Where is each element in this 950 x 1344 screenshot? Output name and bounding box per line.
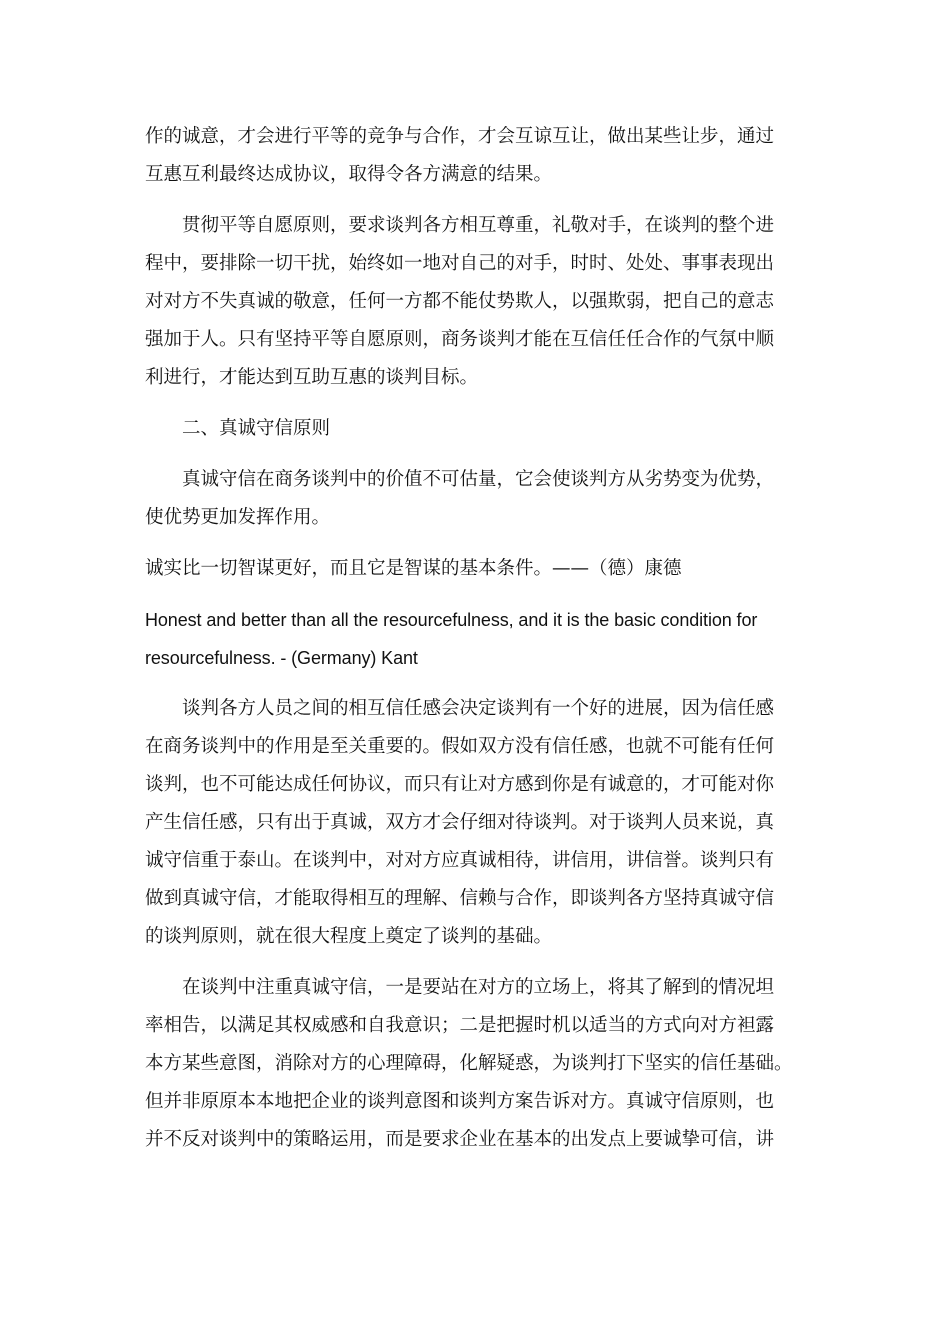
text-line: 贯彻平等自愿原则，要求谈判各方相互尊重，礼敬对手，在谈判的整个进 [182,215,775,236]
text-line: 真诚守信在商务谈判中的价值不可估量，它会使谈判方从劣势变为优势， [182,469,775,490]
text-line: 在谈判中注重真诚守信，一是要站在对方的立场上，将其了解到的情况坦 [182,977,775,998]
text-line: 强加于人。只有坚持平等自愿原则，商务谈判才能在互信任任合作的气氛中顺 [145,329,775,350]
text-line: 使优势更加发挥作用。 [145,507,331,528]
text-line: 程中，要排除一切干扰，始终如一地对自己的对手，时时、处处、事事表现出 [145,253,775,274]
paragraph-4 [145,690,810,956]
paragraph-3 [145,461,810,537]
paragraph-5 [145,969,810,1159]
text-line: 互惠互利最终达成协议，取得令各方满意的结果。 [145,164,553,185]
text-line: 诚守信重于泰山。在谈判中，对对方应真诚相待，讲信用，讲信誉。谈判只有 [145,850,775,871]
text-line: 谈判各方人员之间的相互信任感会决定谈判有一个好的进展，因为信任感 [182,698,775,719]
section-heading: 二、真诚守信原则 [182,418,331,439]
text-line: 利进行，才能达到互助互惠的谈判目标。 [145,367,479,388]
text-line: 在商务谈判中的作用是至关重要的。假如双方没有信任感，也就不可能有任何 [145,736,775,757]
text-line: Honest and better than all the resourcefulness, and it is the basic condition for [145,610,758,630]
text-line: 并不反对谈判中的策略运用，而是要求企业在基本的出发点上要诚挚可信，讲 [145,1129,775,1150]
text-line: 作的诚意，才会进行平等的竞争与合作，才会互谅互让，做出某些让步，通过 [145,126,775,147]
text-line: 但并非原原本本地把企业的谈判意图和谈判方案告诉对方。真诚守信原则，也 [145,1091,775,1112]
document-page [145,118,810,1172]
quote-english [145,601,810,677]
paragraph-2 [145,207,810,397]
text-line: resourcefulness. - (Germany) Kant [145,648,418,668]
text-line: 的谈判原则，就在很大程度上奠定了谈判的基础。 [145,926,553,947]
paragraph-1 [145,118,810,194]
text-line: 做到真诚守信，才能取得相互的理解、信赖与合作，即谈判各方坚持真诚守信 [145,888,775,909]
text-line: 谈判，也不可能达成任何协议，而只有让对方感到你是有诚意的，才可能对你 [145,774,775,795]
text-line: 本方某些意图，消除对方的心理障碍，化解疑惑，为谈判打下坚实的信任基础。 [145,1053,793,1074]
text-line: 率相告，以满足其权威感和自我意识；二是把握时机以适当的方式向对方袒露 [145,1015,775,1036]
text-line: 对对方不失真诚的敬意，任何一方都不能仗势欺人，以强欺弱，把自己的意志 [145,291,775,312]
quote-chinese: 诚实比一切智谋更好，而且它是智谋的基本条件。——（德）康德 [145,558,682,579]
text-line: 产生信任感，只有出于真诚，双方才会仔细对待谈判。对于谈判人员来说，真 [145,812,775,833]
